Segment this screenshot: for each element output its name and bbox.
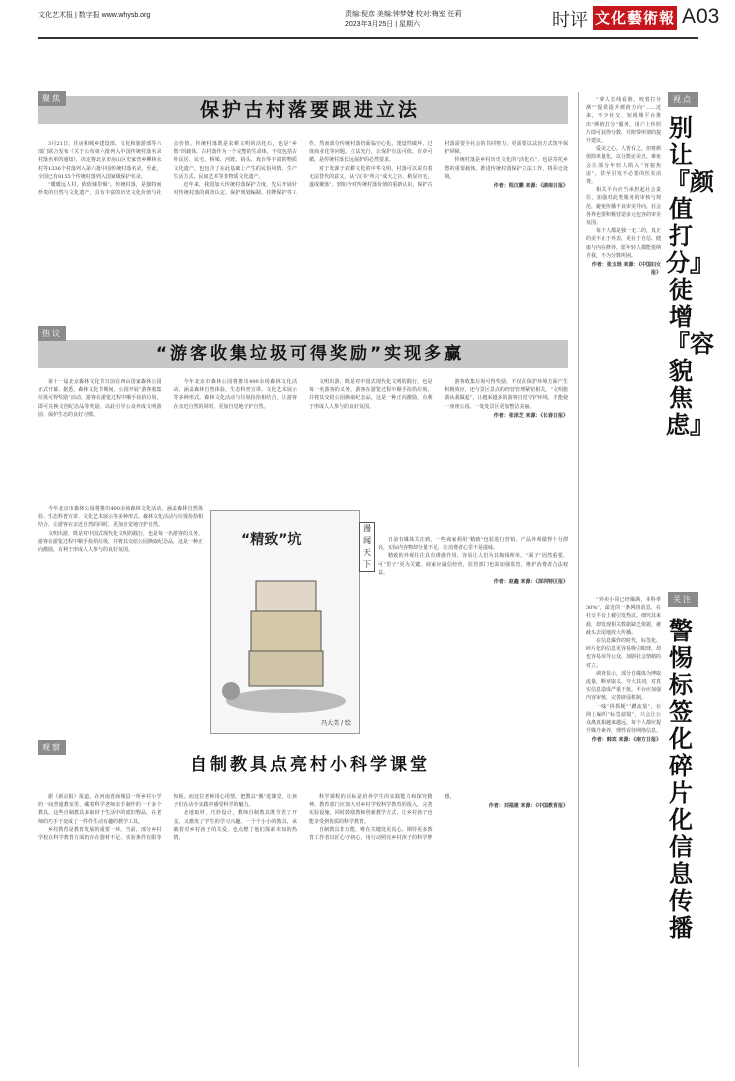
cartoon-illustration <box>210 510 360 734</box>
tag-shidian: 视点 <box>668 92 698 107</box>
article3-para: 据《新京报》报道，在河南省商城县一所乡村小学的一间普通教室里，藏着科学老师亲手制作的一千多个教具。这些自制教具多取材于生活中的废旧物品，在老师的巧手下变成了一件件生动有趣的教学工具。 <box>38 794 162 825</box>
column-para: 日前有媒体关注到，一些商家利用“精致”包装进行营销，产品外观做得十分漂亮，实际内容物却分量不足，让消费者心里不是滋味。 <box>378 537 568 552</box>
article2-para: 第十一届北京森林文化节日前在西山国家森林公园正式开幕。据悉，森林文化节期间，公园开展“游客收集垃圾可得奖励”活动，游客在游览过程中顺手捡拾垃圾，即可兑换文创纪念品等奖励，以此引导公众养成文明游园、保护生态的良好习惯。 <box>38 379 162 418</box>
tag-guanzhu: 关注 <box>668 592 698 607</box>
article2-body <box>38 378 568 500</box>
right2-para: “外卖小哥已经爆满，本科率30%”，最近的一条网络消息，在社交平台上被引发热议。细究其来源，却发现相关数据缺乏依据，被截头去尾地放大传播。 <box>586 597 661 636</box>
page-number: A03 <box>682 5 720 28</box>
article2-para: 文明出游，既是对中国式现代化文明的践行，也是每一名游客的义务。游客在游览过程中顺手捡拾垃圾，并将其交给公园换取纪念品，这是一种正向激励，有利于形成人人参与的良好氛围。 <box>38 530 203 554</box>
tag-jujiao: 聚焦 <box>38 91 66 106</box>
column-box-body <box>378 536 568 728</box>
article2-body-continued <box>38 505 203 735</box>
right2-para: 调查显示，部分自媒体为博取流量，断章取义、夸大其词，对真实信息造成严重干扰。平台应加强内容审核，完善辟谣机制。 <box>586 670 661 702</box>
column-byline: 作者：赵鑫 来源：《深圳特区报》 <box>493 579 568 586</box>
issue-date: 2023年3月25日 | 星期六 <box>345 21 420 28</box>
article1-para: “暖暖远人村，依依墟里烟”。传统村落，是独特而珍贵的自然与文化遗产，具有丰富的历史文化价值与社会价值。传统村落既是农耕文明的活化石，也是“乡愁”的载体。古村落作为一个完整的生命体，不仅包括古朴民居、民宅、桥梁、河渡、码头、戏台等丰富的物质文化遗产，也包含了在此基础上产生的民俗风情、生产生活方式、民间艺术等非物质文化遗产。 <box>38 141 297 197</box>
newspaper-logo: 文化藝術報 <box>593 6 677 30</box>
right1-byline: 作者：张玉琏 来源：《中国妇女报》 <box>591 262 661 277</box>
article3-title: 自制教具点亮村小科学课堂 <box>190 755 430 775</box>
right1-para: 爱美之心，人皆有之。但将颜值简单量化，以分数论美丑，难免会让部分年轻人陷入“容貌焦虑”，甚至引发不必要的医美消费。 <box>586 146 661 186</box>
site-name: 文化艺术报 | 数字报 www.whysb.org <box>38 12 151 19</box>
article1-byline: 作者：程汉鹏 来源：《湖南日报》 <box>493 183 568 190</box>
article1-para: 3月21日，住房和城乡建设部、文化和旅游部等六部门联合发布《关于公布第六批列入中国传统村落名录村落名单的通知》，决定将北京市房山区史家营乡柳林水村等1336个村落列入第六批中国传统村落名录。至此，全国已有8155个传统村落列入国家级保护名录。 <box>38 141 162 180</box>
column-divider <box>578 92 579 1067</box>
article1-body <box>38 140 568 320</box>
article2-para: 游客收集垃圾可得奖励，不仅在保护环境方面产生积极效应，还与景区景点的经营管理紧密相关。“文明旅游从我做起”，让越来越多的游客自觉守护环境，才能使一座座公园、一处处景区更加整洁美丽。 <box>444 379 568 410</box>
article3-byline: 作者：刘福建 来源：《中国教育报》 <box>488 803 568 810</box>
cartoon-caption: 冯大美 / 绘 <box>321 720 351 727</box>
article2-para: 今年北京市森林公园将推出400余场森林文化活动，涵盖森林自然体验、生态科普宣讲、文化艺术展示等多种形式。森林文化活动与垃圾捡拾相结合，让游客在亲近自然的同时，更加自觉地守护自然。 <box>173 379 297 410</box>
article2-para: 文明出游，既是对中国式现代化文明的践行，也是每一名游客的义务。游客在游览过程中顺手捡拾垃圾，并将其交给公园换取纪念品，这是一种正向激励，有利于形成人人参与的良好氛围。 <box>309 379 433 410</box>
right2-para: 一味“拼抓梗”“蹭流量”，在网上编织“标签滤镜”，只会让公众离真相越来越远。每个人都应提升媒介素养，理性看待网络信息。 <box>586 703 661 735</box>
right1-para: 每个人都是独一无二的，真正的美不止于外表，更在于自信、健康与内在修养。愿年轻人都能悦纳自我，不为分数所困。 <box>586 228 661 259</box>
article2-para: 今年北京市森林公园将推出400余场森林文化活动，涵盖森林自然体验、生态科普宣讲、文化艺术展示等多种形式。森林文化活动与垃圾捡拾相结合，让游客在亲近自然的同时，更加自觉地守护自然。 <box>38 506 203 529</box>
column-para: 精致的外观往往具有诱惑作用，容易让人们为其掏钱埋单。“面子”固然重要，可“里子”更为关键。商家应诚信经营，监管部门也需加强监管，维护消费者合法权益。 <box>378 553 568 576</box>
right1-body <box>586 96 661 541</box>
right1-para: 相关平台应当承担起社会责任，加强对此类服务的审核与规范，避免传播不良审美导向。社会各界也要积极营造多元包容的审美氛围。 <box>586 187 661 227</box>
article3-para: 科学课程的目标是培养学生的实践能力和探究精神。教育部门应加大对乡村学校科学教育的投入，完善实验设施，同时鼓励教师创新教学方式，让乡村孩子也能享受到优质的科学教育。 <box>309 794 433 825</box>
right2-para: 在信息爆炸的时代，标签化、碎片化的信息更容易吸引眼球，却也容易误导公众，加剧社会情绪的对立。 <box>586 638 661 669</box>
right2-byline: 作者：韩宾 来源：《南方日报》 <box>591 737 661 744</box>
page-header <box>0 0 735 40</box>
column-label: 漫闻天下 <box>359 522 375 572</box>
article2-title: “游客收集垃圾可得奖励”实现多赢 <box>155 344 465 364</box>
article1-title: 保护古村落要跟进立法 <box>199 99 420 121</box>
cartoon-drawing <box>211 541 359 741</box>
editors: 责编:倪彦 美编:钟梦婕 校对:梅室 任莉 <box>345 11 462 18</box>
right1-para: “拿人长线看脸，咬着打分测”“提供提升颜值方向”……近来，不少社交、短视频平台推出“颜值打分”服务，用户上传照片即可获得分数，并附带所谓的提升建议。 <box>586 97 661 145</box>
column-name: 时评 <box>552 10 588 30</box>
right1-title: 别让『颜值打分』徒增『容貌焦虑』 <box>666 114 714 439</box>
article3-body <box>38 793 568 1063</box>
tag-redian: 热议 <box>38 326 66 341</box>
article2-byline: 作者：张泽芝 来源：《长春日报》 <box>493 412 568 419</box>
article3-para: 乡村教育是教育发展的重要一环。当前，部分乡村学校在科学教育方面仍存在器材不足、实验条件有限等短板。而这位老师用心用情，把教具“搬”进课堂，让孩子们在动手实践中感受科学的魅力。 <box>38 794 297 842</box>
tag-guancha: 观察 <box>38 740 66 755</box>
right2-body <box>586 596 661 1066</box>
right2-title: 警惕标签化碎片化信息传播 <box>669 617 693 942</box>
article1-para: 近年来，我国加大传统村落保护力度，先后开展针对传统村落的调查认定、保护规划编制、挂牌保护等工作，然而部分传统村落仍面临空心化、建设性破坏、过度商业化等问题。立法先行，让保护有法可依、有章可循，是传统村落长远保护的必然要求。 <box>173 141 433 197</box>
editor-info <box>345 10 535 30</box>
article3-para: 北地取材，巧妙设计，教师自制教具既节省了开支，又激发了学生的学习兴趣。一个个小小的教具，承载着对乡村孩子的关爱，也点燃了他们探索未知的热情。 <box>173 810 297 842</box>
article1-para: 对于发源于农耕文化的中华文明，村落可以说有着无法替代的意义。从“汉书”所言“成天之宫，稍显宫宅，遂成聚落”，到如今对传统村落价值的重新认识，保护古村落需要全社会的共同努力，更需要以法治方式筑牢保护屏障。 <box>309 141 568 189</box>
cartoon-title: “精致”坑 <box>241 532 302 548</box>
header-rule <box>38 37 698 39</box>
article1-para: 传统村落是乡村历史文化的“活化石”，也是寄托乡愁的重要载体。推进传统村落保护立法工作，将乔迁处境。 <box>444 157 568 180</box>
article3-para: 自制教具非万能，唯在关键处见真心。期待更多教育工作者以匠心守初心，用行动照亮乡村孩子的科学梦想。 <box>309 794 455 842</box>
